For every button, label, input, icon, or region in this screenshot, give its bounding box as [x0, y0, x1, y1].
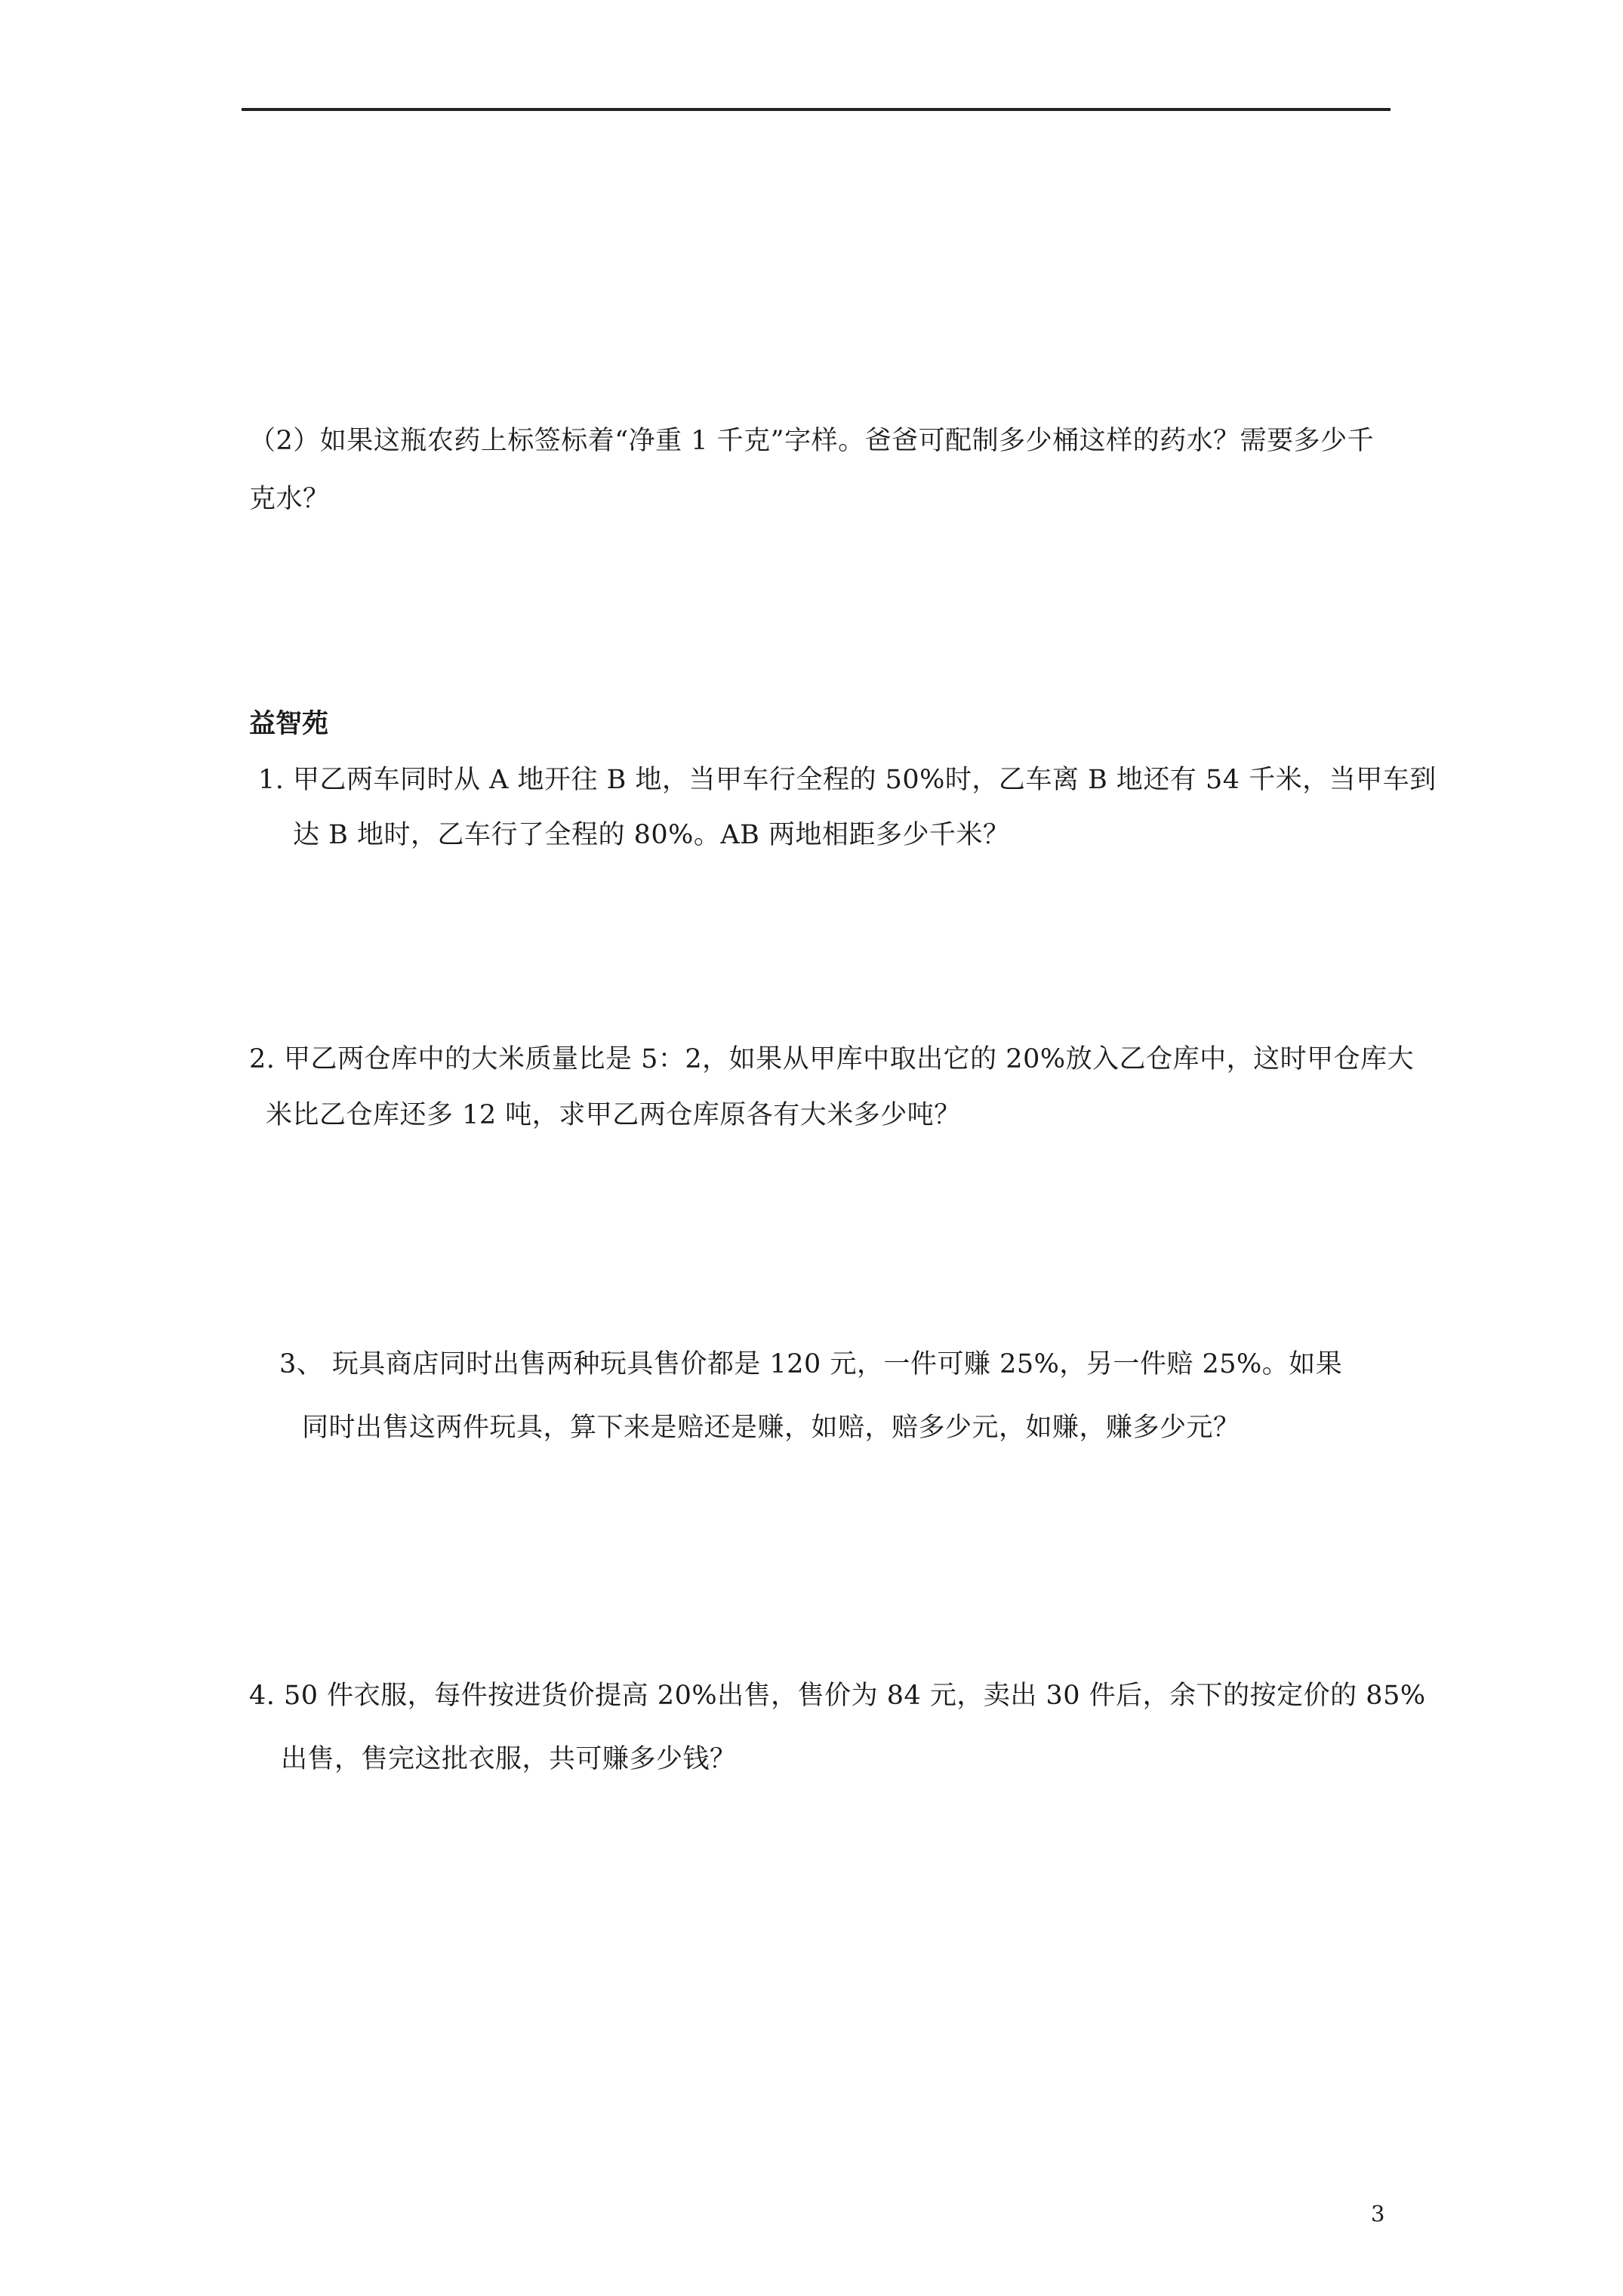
problem-2-line1: 2. 甲乙两仓库中的大米质量比是 5：2，如果从甲库中取出它的 20%放入乙仓库中，这时甲仓库大 [249, 1044, 1415, 1074]
problem-3-line2: 同时出售这两件玩具，算下来是赔还是赚，如赔，赔多少元，如赚，赚多少元？ [302, 1413, 1240, 1443]
problem-1-line1: 1. 甲乙两车同时从 A 地开往 B 地，当甲车行全程的 50%时，乙车离 B 地还有 54 千米，当甲车到 [258, 765, 1437, 795]
header-rule [242, 108, 1390, 111]
problem-2-line2: 米比乙仓库还多 12 吨，求甲乙两仓库原各有大米多少吨？ [266, 1100, 961, 1130]
question-part2-line2: 克水？ [249, 484, 330, 514]
section-title: 益智苑 [249, 708, 329, 739]
page-number: 3 [1371, 2201, 1385, 2227]
question-part2-line1: （2）如果这瓶农药上标签标着“净重 1 千克”字样。爸爸可配制多少桶这样的药水？需要多少千 [249, 426, 1375, 456]
problem-4-line1: 4. 50 件衣服，每件按进货价提高 20%出售，售价为 84 元，卖出 30 件后，余下的按定价的 85% [249, 1681, 1426, 1711]
problem-4-line2: 出售，售完这批衣服，共可赚多少钱？ [281, 1744, 737, 1774]
problem-1-line2: 达 B 地时，乙车行了全程的 80%。AB 两地相距多少千米？ [293, 820, 1010, 850]
problem-3-line1: 3、 玩具商店同时出售两种玩具售价都是 120 元，一件可赚 25%，另一件赔 25%。如果 [279, 1349, 1343, 1379]
